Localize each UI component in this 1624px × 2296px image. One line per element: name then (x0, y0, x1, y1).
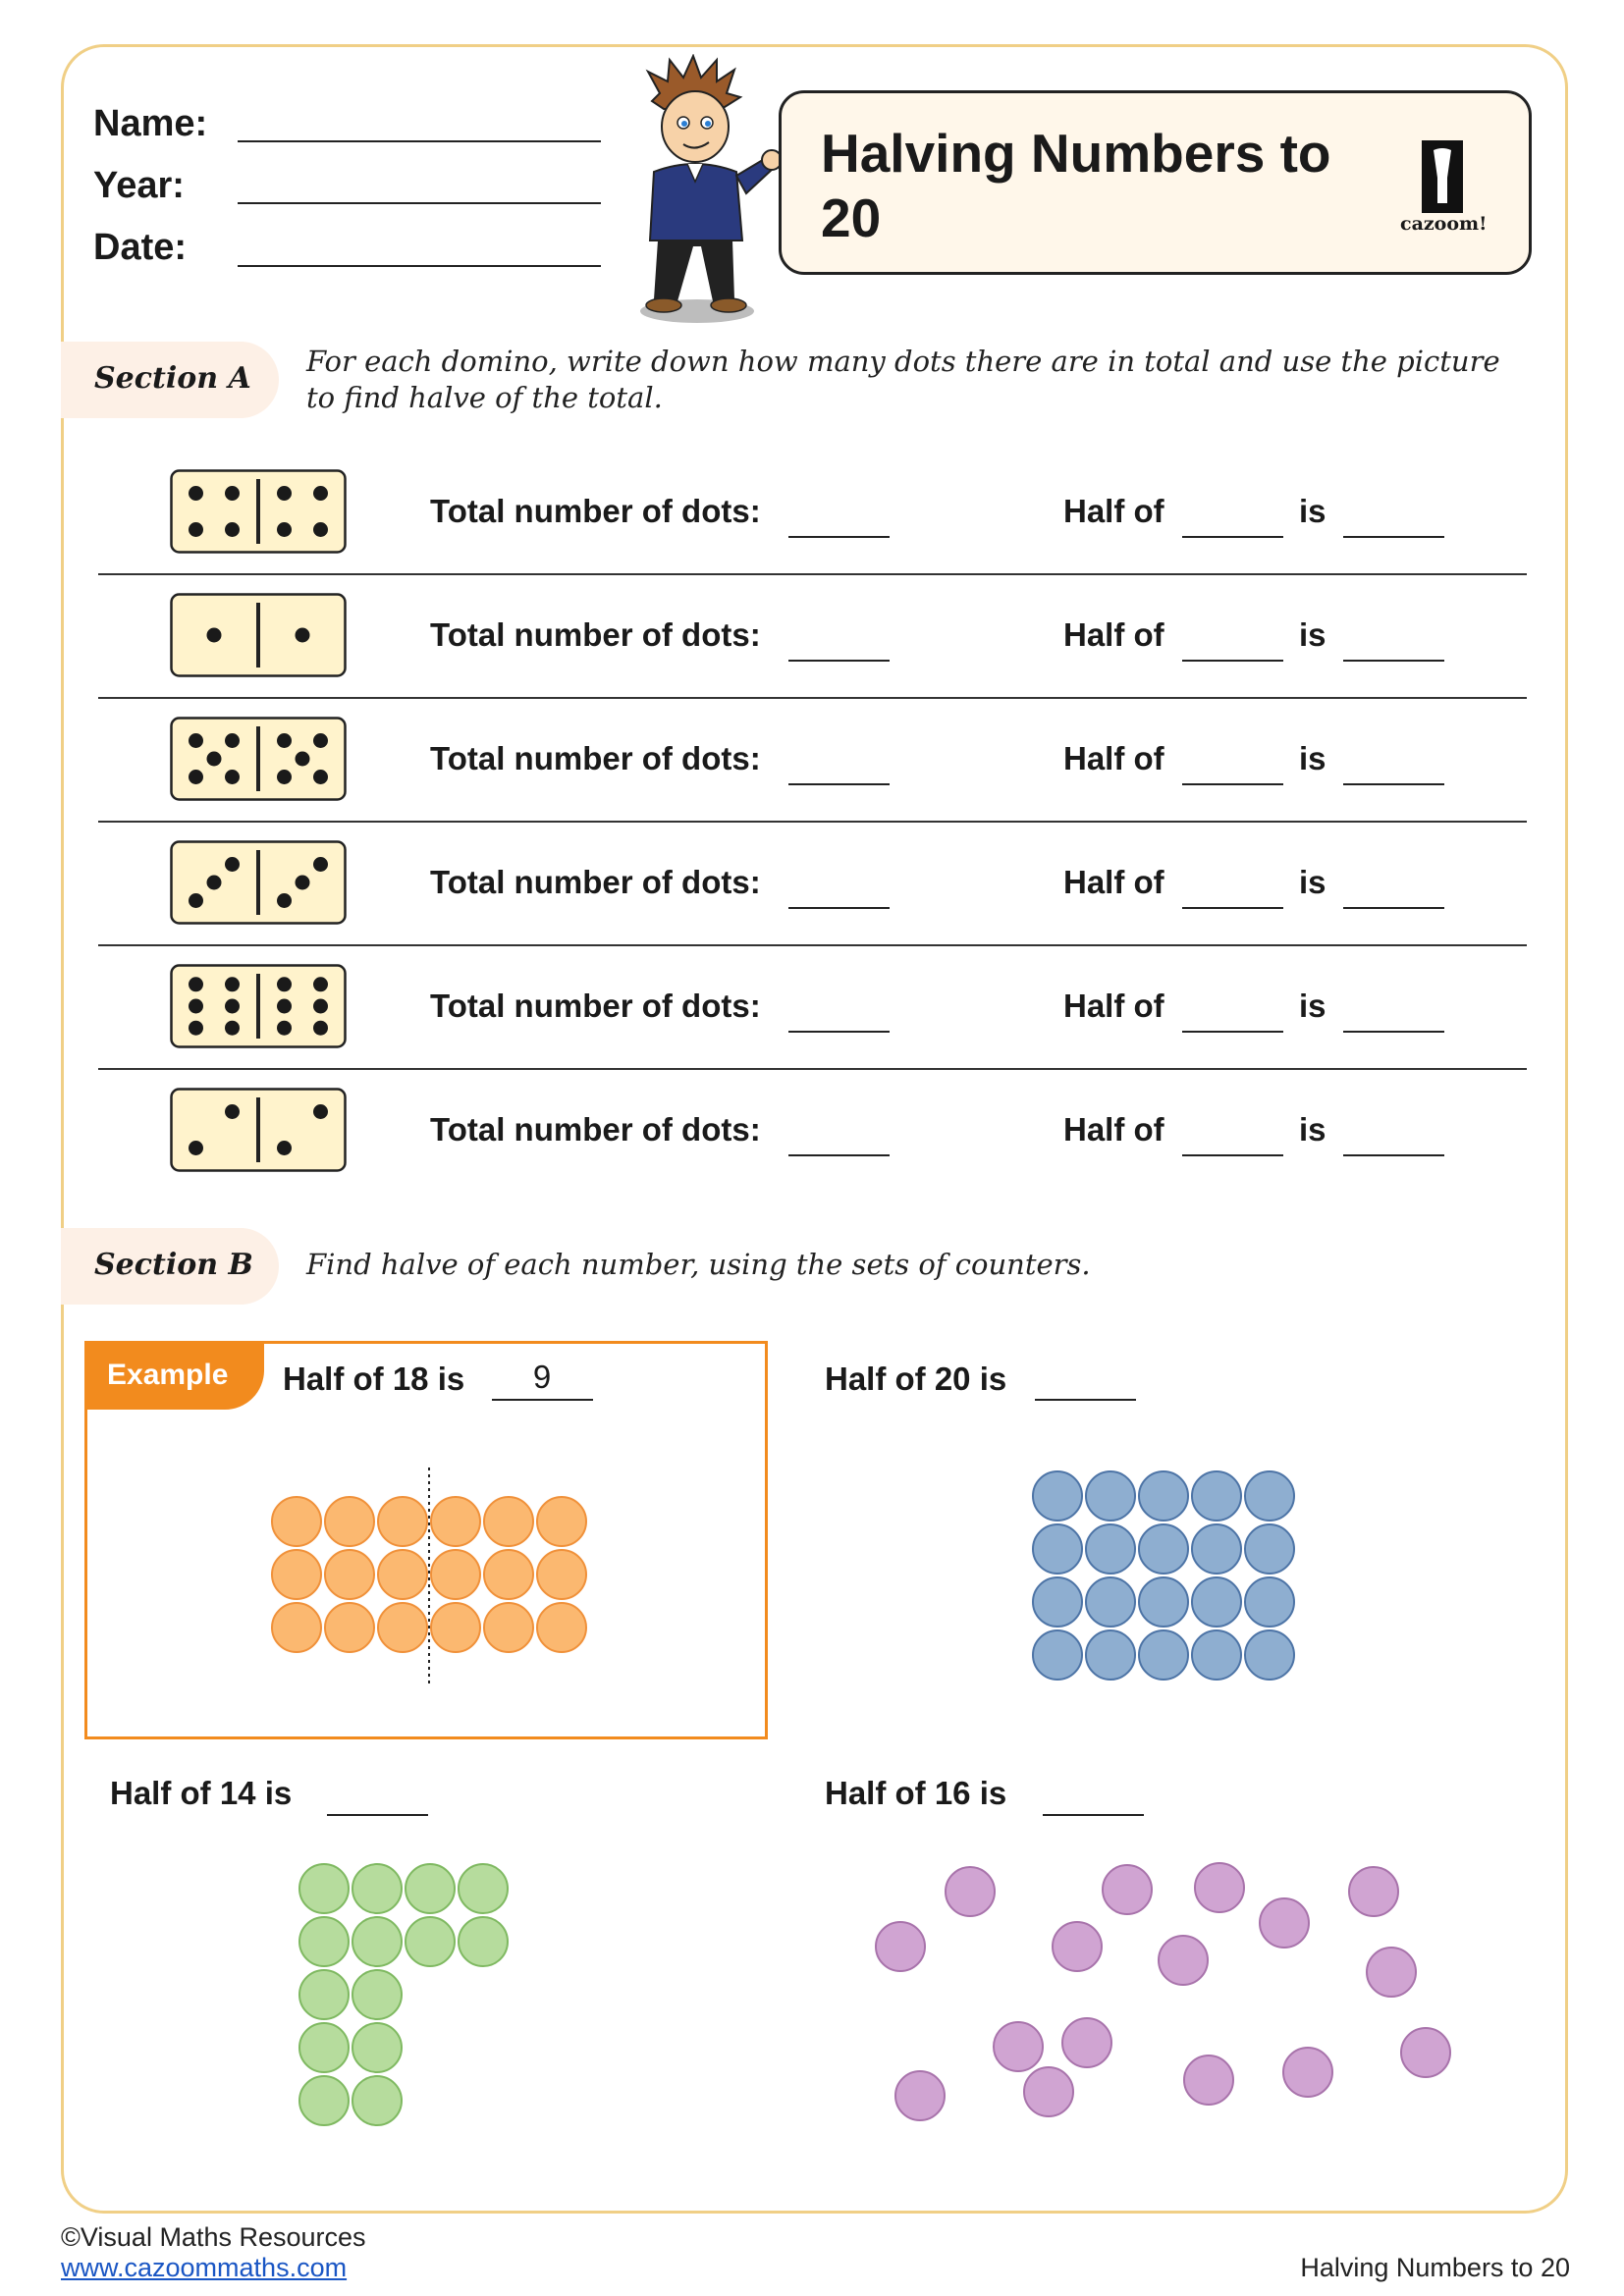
domino-2 (170, 593, 347, 677)
domino-5-right-pip (277, 1021, 292, 1036)
orange-counter (325, 1497, 374, 1546)
domino-5-right-pip (313, 1021, 328, 1036)
orange-counter (431, 1603, 480, 1652)
orange-counter (431, 1497, 480, 1546)
row-divider (98, 944, 1527, 946)
blue-counter (1245, 1630, 1294, 1680)
name-label: Name: (93, 103, 208, 144)
half-of-label: Half of (1063, 1111, 1164, 1148)
domino-1-right-pip (313, 522, 328, 537)
half-of-number-line[interactable] (1182, 783, 1283, 785)
blue-counter (1033, 1471, 1082, 1521)
answer-line-14[interactable] (327, 1814, 428, 1816)
orange-counter (484, 1550, 533, 1599)
date-label: Date: (93, 227, 188, 268)
blue-counter (1192, 1577, 1241, 1627)
half-answer-line[interactable] (1343, 783, 1444, 785)
cazoom-logo-icon (1418, 138, 1467, 217)
domino-6-left-pip (189, 1141, 203, 1155)
domino-1 (170, 469, 347, 554)
green-counter (299, 1970, 349, 2019)
section-a-label: Section A (61, 342, 279, 418)
blue-counter (1245, 1577, 1294, 1627)
blue-counter (1086, 1577, 1135, 1627)
domino-3-right-pip (277, 770, 292, 784)
example-question: Half of 18 is (283, 1361, 465, 1397)
half-of-label: Half of (1063, 493, 1164, 529)
orange-counter (378, 1603, 427, 1652)
section-a-instruction: For each domino, write down how many dots there are in total and use the picture to find halve of the total. (306, 345, 1500, 414)
domino-3-right-pip (313, 770, 328, 784)
footer-url-link[interactable]: www.cazoommaths.com (61, 2253, 348, 2282)
green-counter (299, 2023, 349, 2072)
section-b-label: Section B (61, 1228, 279, 1305)
domino-3-left-pip (189, 733, 203, 748)
purple-counter (946, 1867, 995, 1916)
row-divider (98, 697, 1527, 699)
green-counter (299, 2076, 349, 2125)
domino-1-left-pip (225, 486, 240, 501)
footer-page-title: Halving Numbers to 20 (1300, 2253, 1570, 2282)
purple-counter (1053, 1922, 1102, 1971)
domino-3-left-pip (207, 752, 222, 767)
total-dots-answer-line[interactable] (788, 1154, 890, 1156)
domino-5-right-pip (277, 999, 292, 1014)
domino-5-left-pip (225, 977, 240, 991)
total-dots-label: Total number of dots: (430, 988, 761, 1024)
domino-4 (170, 840, 347, 925)
half-answer-line[interactable] (1343, 1154, 1444, 1156)
half-of-label: Half of (1063, 988, 1164, 1024)
domino-1-right-pip (313, 486, 328, 501)
orange-counter (272, 1603, 321, 1652)
green-counter (352, 1917, 402, 1966)
green-counters-shape (290, 1855, 515, 2140)
year-field[interactable] (238, 202, 601, 204)
blue-counter (1192, 1471, 1241, 1521)
total-dots-answer-line[interactable] (788, 1031, 890, 1033)
row-divider (98, 821, 1527, 823)
domino-5 (170, 964, 347, 1048)
purple-counter (1283, 2048, 1332, 2097)
orange-counter (272, 1497, 321, 1546)
domino-4-right-pip (313, 857, 328, 872)
total-dots-answer-line[interactable] (788, 536, 890, 538)
blue-counter (1086, 1630, 1135, 1680)
example-answer-line (492, 1399, 593, 1401)
green-counter (459, 1917, 508, 1966)
domino-1-right-pip (277, 522, 292, 537)
orange-counter (378, 1550, 427, 1599)
domino-4-right-pip (277, 893, 292, 908)
domino-6 (170, 1088, 347, 1172)
domino-4-left-pip (189, 893, 203, 908)
blue-counter (1139, 1577, 1188, 1627)
blue-counter (1086, 1471, 1135, 1521)
domino-5-left-pip (189, 1021, 203, 1036)
example-tab: Example (87, 1344, 264, 1410)
blue-counter (1086, 1524, 1135, 1574)
question-half-of-20: Half of 20 is (825, 1361, 1007, 1397)
row-divider (98, 1068, 1527, 1070)
domino-1-left-pip (225, 522, 240, 537)
blue-counter (1139, 1471, 1188, 1521)
orange-counters-grid (265, 1463, 599, 1688)
title-box (779, 90, 1532, 275)
orange-counter (325, 1550, 374, 1599)
purple-counters-scattered (864, 1860, 1473, 2145)
cartoon-boy-illustration (619, 54, 785, 329)
half-of-number-line[interactable] (1182, 536, 1283, 538)
purple-counter (1184, 2056, 1233, 2105)
green-counter (352, 2023, 402, 2072)
domino-6-right-pip (313, 1104, 328, 1119)
domino-5-left-pip (189, 977, 203, 991)
domino-5-right-pip (277, 977, 292, 991)
domino-1-right-pip (277, 486, 292, 501)
orange-counter (272, 1550, 321, 1599)
total-dots-answer-line[interactable] (788, 660, 890, 662)
domino-5-left-pip (225, 1021, 240, 1036)
year-label: Year: (93, 165, 185, 206)
blue-counter (1245, 1471, 1294, 1521)
orange-counter (537, 1603, 586, 1652)
orange-counter (325, 1603, 374, 1652)
green-counter (406, 1864, 455, 1913)
total-dots-label: Total number of dots: (430, 740, 761, 776)
purple-counter (994, 2022, 1043, 2071)
half-answer-line[interactable] (1343, 660, 1444, 662)
row-divider (98, 573, 1527, 575)
purple-counter (1260, 1898, 1309, 1948)
domino-3-left-pip (189, 770, 203, 784)
half-of-label: Half of (1063, 616, 1164, 653)
domino-5-left-pip (225, 999, 240, 1014)
question-half-of-16: Half of 16 is (825, 1775, 1007, 1811)
domino-5-right-pip (313, 977, 328, 991)
total-dots-label: Total number of dots: (430, 864, 761, 900)
total-dots-answer-line[interactable] (788, 783, 890, 785)
domino-3-right-pip (296, 752, 310, 767)
domino-3-right-pip (313, 733, 328, 748)
half-of-number-line[interactable] (1182, 660, 1283, 662)
purple-counter (1349, 1867, 1398, 1916)
blue-counter (1139, 1524, 1188, 1574)
green-counter (352, 2076, 402, 2125)
domino-2-right-pip (296, 628, 310, 643)
cazoom-logo-text: cazoom! (1400, 213, 1488, 235)
is-label: is (1299, 740, 1326, 776)
blue-counter (1192, 1524, 1241, 1574)
domino-3 (170, 717, 347, 801)
green-counter (299, 1917, 349, 1966)
orange-counter (431, 1550, 480, 1599)
domino-6-left-pip (225, 1104, 240, 1119)
half-of-number-line[interactable] (1182, 907, 1283, 909)
is-label: is (1299, 616, 1326, 653)
orange-counter (537, 1550, 586, 1599)
orange-counter (484, 1497, 533, 1546)
purple-counter (1062, 2018, 1111, 2067)
answer-line-16[interactable] (1043, 1814, 1144, 1816)
purple-counter (895, 2071, 945, 2120)
blue-counter (1033, 1577, 1082, 1627)
blue-counter (1192, 1630, 1241, 1680)
footer-copyright: ©Visual Maths Resources (61, 2222, 366, 2252)
half-of-label: Half of (1063, 740, 1164, 776)
domino-3-left-pip (225, 733, 240, 748)
blue-counter (1033, 1630, 1082, 1680)
blue-counters-grid (1021, 1463, 1306, 1688)
green-counter (352, 1864, 402, 1913)
domino-3-left-pip (225, 770, 240, 784)
section-b-instruction: Find halve of each number, using the sets of counters. (306, 1248, 1091, 1281)
domino-1-left-pip (189, 522, 203, 537)
green-counter (299, 1864, 349, 1913)
domino-6-right-pip (277, 1141, 292, 1155)
blue-counter (1033, 1524, 1082, 1574)
page-title: Halving Numbers to 20 (821, 123, 1331, 248)
half-of-label: Half of (1063, 864, 1164, 900)
purple-counter (1024, 2067, 1073, 2116)
date-field[interactable] (238, 265, 601, 267)
orange-counter (484, 1603, 533, 1652)
orange-counter (378, 1497, 427, 1546)
half-answer-line[interactable] (1343, 536, 1444, 538)
example-answer: 9 (532, 1359, 552, 1395)
is-label: is (1299, 1111, 1326, 1148)
half-answer-line[interactable] (1343, 1031, 1444, 1033)
purple-counter (1401, 2028, 1450, 2077)
blue-counter (1245, 1524, 1294, 1574)
total-dots-answer-line[interactable] (788, 907, 890, 909)
green-counter (406, 1917, 455, 1966)
total-dots-label: Total number of dots: (430, 493, 761, 529)
total-dots-label: Total number of dots: (430, 616, 761, 653)
domino-4-left-pip (207, 876, 222, 890)
question-half-of-14: Half of 14 is (110, 1775, 293, 1811)
purple-counter (1195, 1863, 1244, 1912)
domino-5-right-pip (313, 999, 328, 1014)
name-field[interactable] (238, 140, 601, 142)
domino-1-left-pip (189, 486, 203, 501)
is-label: is (1299, 864, 1326, 900)
blue-counter (1139, 1630, 1188, 1680)
is-label: is (1299, 493, 1326, 529)
total-dots-label: Total number of dots: (430, 1111, 761, 1148)
domino-3-right-pip (277, 733, 292, 748)
orange-counter (537, 1497, 586, 1546)
purple-counter (876, 1922, 925, 1971)
green-counter (459, 1864, 508, 1913)
is-label: is (1299, 988, 1326, 1024)
purple-counter (1367, 1948, 1416, 1997)
domino-2-left-pip (207, 628, 222, 643)
half-answer-line[interactable] (1343, 907, 1444, 909)
answer-line-20[interactable] (1035, 1399, 1136, 1401)
domino-4-right-pip (296, 876, 310, 890)
green-counter (352, 1970, 402, 2019)
half-of-number-line[interactable] (1182, 1031, 1283, 1033)
domino-5-left-pip (189, 999, 203, 1014)
purple-counter (1159, 1936, 1208, 1985)
purple-counter (1103, 1865, 1152, 1914)
half-of-number-line[interactable] (1182, 1154, 1283, 1156)
domino-4-left-pip (225, 857, 240, 872)
